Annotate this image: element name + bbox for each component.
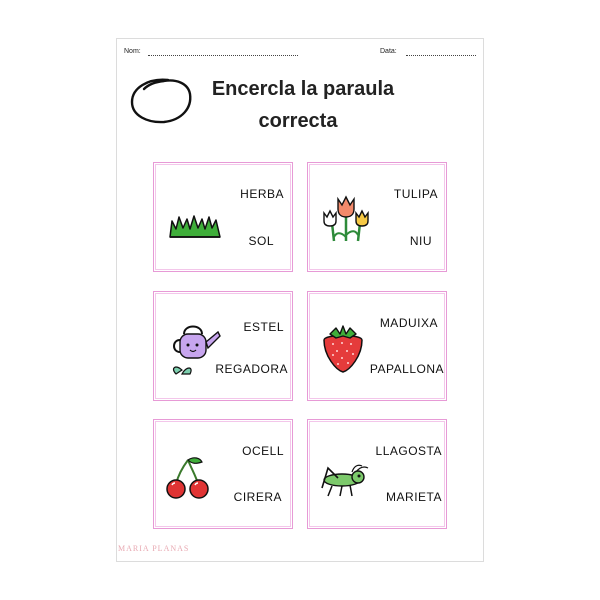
word-bottom[interactable]: CIRERA [233, 490, 282, 504]
word-top[interactable]: MADUIXA [379, 316, 438, 330]
name-line [148, 55, 298, 56]
word-bottom[interactable]: MARIETA [386, 490, 442, 504]
card-grass [153, 162, 293, 272]
brand-watermark: MARIA PLANAS [118, 544, 190, 553]
cherries-icon [164, 456, 212, 500]
date-label: Data: [380, 48, 397, 55]
title-line-1: Encercla la paraula [211, 78, 395, 100]
grasshopper-icon [318, 464, 374, 498]
word-bottom[interactable]: REGADORA [215, 362, 288, 376]
grass-icon [168, 213, 222, 239]
tulips-icon [320, 193, 372, 245]
word-top[interactable]: OCELL [242, 444, 284, 458]
card-cherries [153, 419, 293, 529]
card-strawberry [307, 291, 447, 401]
word-top[interactable]: HERBA [240, 187, 284, 201]
watering-can-icon [166, 320, 222, 380]
title-line-2: correcta [258, 110, 338, 132]
name-label: Nom: [124, 48, 141, 55]
card-tulips [307, 162, 447, 272]
card-watering-can [153, 291, 293, 401]
word-top[interactable]: ESTEL [243, 320, 284, 334]
word-bottom[interactable]: SOL [248, 234, 274, 248]
word-top[interactable]: LLAGOSTA [375, 444, 442, 458]
date-line [406, 55, 476, 56]
word-bottom[interactable]: NIU [409, 234, 432, 248]
word-top[interactable]: TULIPA [393, 187, 438, 201]
word-bottom[interactable]: PAPALLONA [369, 362, 444, 376]
card-grasshopper [307, 419, 447, 529]
strawberry-icon [320, 324, 366, 374]
